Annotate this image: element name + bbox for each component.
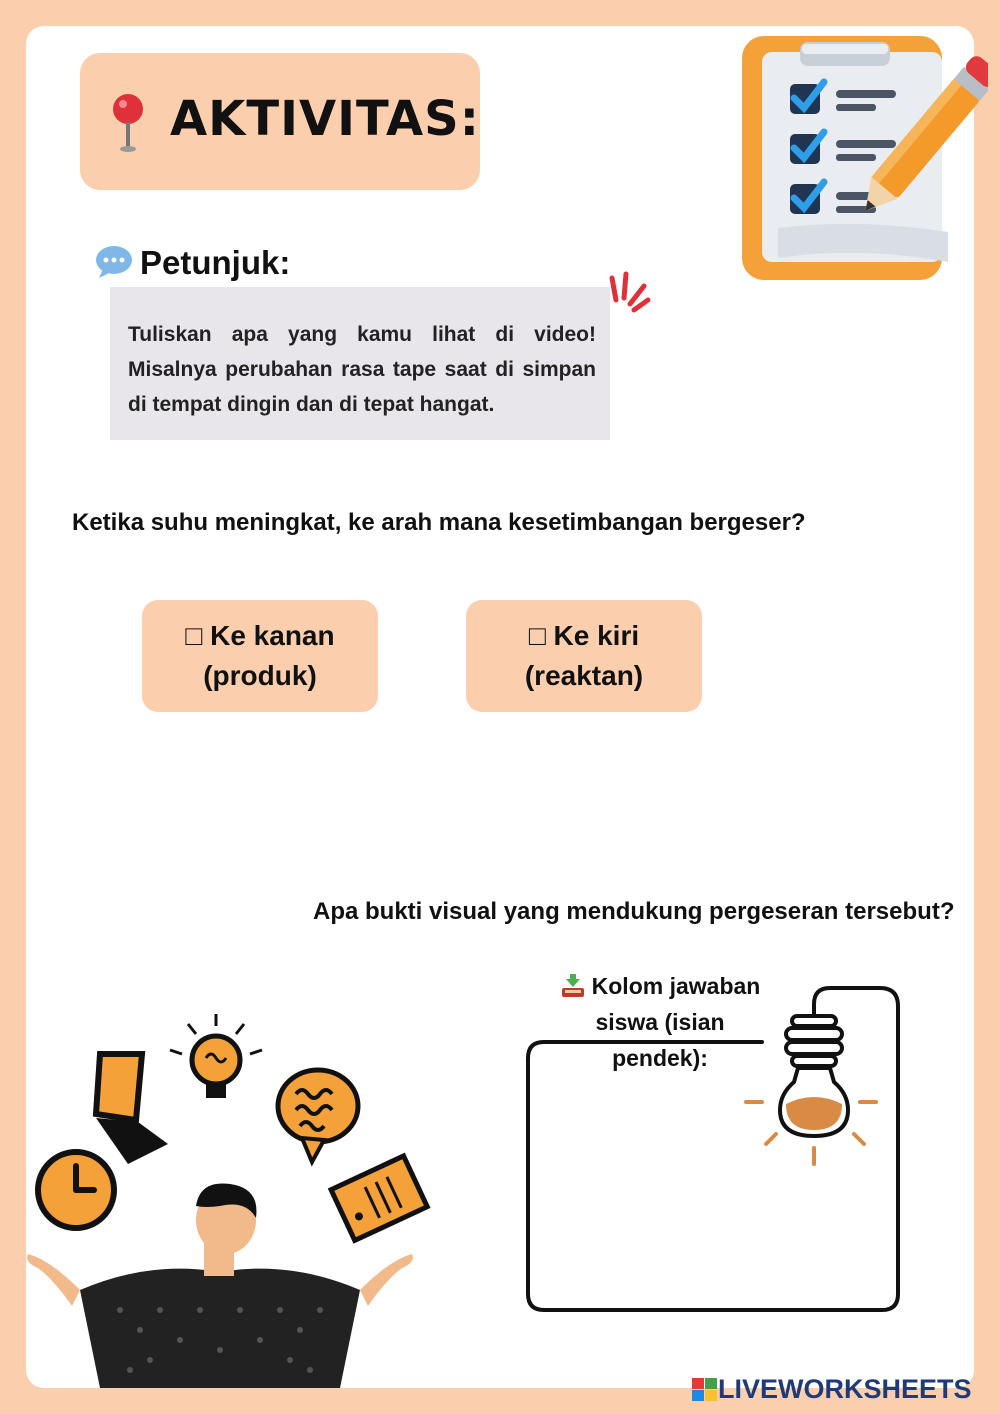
title-banner <box>80 53 480 190</box>
footer-logo <box>692 1374 972 1405</box>
answer-label-line1: Kolom jawaban <box>591 973 761 999</box>
option-left-line1: □ Ke kiri <box>528 620 640 651</box>
option-right-product[interactable] <box>142 600 378 712</box>
exclamation-icon <box>604 270 652 318</box>
page-title: AKTIVITAS: <box>170 91 480 147</box>
instruction-text: Tuliskan apa yang kamu lihat di video! Misalnya perubahan rasa tape saat di simpan di tempat dingin dan di tepat hangat. <box>128 323 596 416</box>
question-1-text: Ketika suhu meningkat, ke arah mana kesetimbangan bergeser? <box>72 509 806 536</box>
map-pin-icon <box>110 93 146 155</box>
laptop-icon <box>96 1054 168 1164</box>
clipboard-checklist-icon <box>738 32 988 282</box>
liveworksheets-logo-icon <box>692 1378 718 1402</box>
download-tray-icon <box>560 974 586 998</box>
footer-brand: LIVEWORKSHEETS <box>718 1374 972 1404</box>
chat-bubble-icon <box>278 1070 358 1162</box>
answer-label-line2: siswa (isian pendek): <box>595 1009 725 1071</box>
clock-icon <box>38 1152 114 1228</box>
speech-bubble-icon <box>95 245 133 279</box>
answer-input[interactable] <box>545 1060 749 1294</box>
option-left-reactant[interactable] <box>466 600 702 712</box>
idea-bulb-icon <box>170 1014 262 1098</box>
option-left-line2: (reaktan) <box>524 660 644 691</box>
instructions-label: Petunjuk: <box>140 244 291 281</box>
question-2-text: Apa bukti visual yang mendukung pergeseran tersebut? <box>313 898 955 925</box>
document-icon <box>331 1156 427 1241</box>
option-right-line2: (produk) <box>203 660 317 691</box>
option-right-line1: □ Ke kanan <box>185 620 335 651</box>
person-juggling-ideas-illustration <box>20 1010 440 1388</box>
